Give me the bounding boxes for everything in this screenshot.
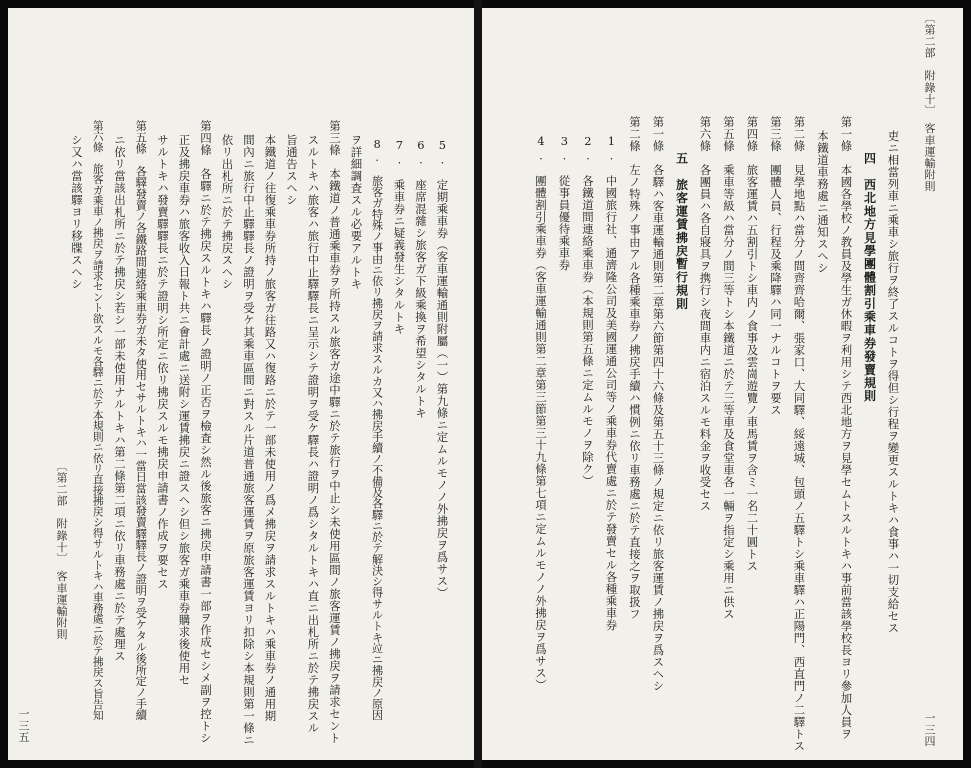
left-page bbox=[8, 8, 474, 760]
section-heading: 五 旅客運賃拂戻暫行規則 bbox=[674, 152, 689, 311]
text-column: 第二條 左ノ特殊ノ事由アル各種乘車券ノ拂戻手續ハ慣例ニ依リ車務處ニ於テ直接之ヲ取扱フ bbox=[627, 116, 642, 620]
text-column: 第三條 團體人員、行程及乘降驛ハ同一ナルコトヲ要ス bbox=[768, 116, 783, 416]
text-column: 正及拂戻車券ハ旅客收入日報ト共ニ會計處ニ送附シ運賃拂戻ニ證スヘシ但シ旅客ガ乘車券購求後使用セ bbox=[177, 134, 192, 686]
text-column: サルトキハ發賣驛驛長ニ於テ證明シ所定ニ依リ拂戻スルモ拂戻申請書ノ作成ヲ要セス bbox=[155, 134, 170, 590]
text-column: 8. 旅客ガ特殊ノ事由ニ依リ拂戻ヲ請求スルカ又ハ拂戻手續ノ不備及各驛ニ於テ解決シ得サルトキ竝ニ拂戻ノ原因 bbox=[370, 138, 384, 721]
text-column: 第四條 旅客運賃ハ五割引トシ車内ノ食事及雲崗遊覽ノ車馬賃ヲ含ミ一名二十圓トス bbox=[745, 116, 760, 572]
text-column: 第四條 各驛ニ於テ拂戻スルトキハ驛長ノ證明ノ正否ヲ檢査シ然ル後旅客ニ拂戻申請書一部ヲ作成セシメ副ヲ控トシ bbox=[198, 120, 213, 744]
left-page-footer: 〔第二部 附錄十〕 客車運輸附則 bbox=[55, 460, 68, 641]
text-column: 第六條 旅客ガ乘車ノ拂戻ヲ請求セント欲スルモ各驛ニ於テ本規則ニ依リ直接拂戻シ得サルトキハ車務處ニ於テ拂戻ス旨告知 bbox=[91, 120, 105, 721]
book-gutter bbox=[474, 0, 482, 768]
text-column: 間內ニ旅行中止驛驛長ノ證明ヲ受ケ其乘車區間ニ對スル片道普通旅客運賃ヲ原旅客運賃ヨリ扣除シ本規則第一條ニ bbox=[241, 134, 256, 746]
text-column: スルトキハ旅客ハ旅行中止驛驛長ニ呈示シテ證明ヲ受ケ驛長ハ證明ノ爲シタルトキハ直ニ出札所ニ於テ拂戻スル bbox=[306, 134, 321, 734]
text-column: 5. 定期乘車券（客車運輸通則附屬（一）第九條ニ定ムルモノノ外拂戻ヲ爲サス） bbox=[435, 138, 450, 600]
text-column: 第二條 見學地點ハ當分ノ間齊齊哈爾、張家口、大同驛、綏遠城、包頭ノ五驛トシ乘車驛ハ正陽門、西直門ノ二驛トス bbox=[792, 116, 807, 752]
text-column: 4. 團體割引乘車券（客車運輸通則第二章第三節第三十九條第七項ニ定ムルモノノ外拂戻ヲ爲サス） bbox=[533, 134, 548, 692]
section-heading: 四 西北地方見學團體割引乘車券發賣規則 bbox=[862, 152, 877, 403]
right-page bbox=[482, 8, 963, 760]
text-column: 第一條 各驛ハ客車運輸通則第二章第六節第四十六條及第五十三條ノ規定ニ依リ旅客運賃ノ拂戻ヲ爲スヘシ bbox=[651, 116, 666, 692]
text-column: 第三條 本鐵道ノ普通乘車券ヲ所持スル旅客ガ途中驛ニ於テ旅行ヲ中止シ未使用區間ノ旅客運賃ノ拂戻ヲ請求セント bbox=[327, 120, 342, 744]
text-column: 旨通告スヘシ bbox=[284, 134, 299, 206]
text-column: ヲ詳細調査スル必要アルトキ bbox=[349, 134, 364, 290]
text-column: 吏ニ相當列車ニ乘車シ旅行ヲ終了スルコトヲ得但シ行程ヲ變更スルトキハ食事ハ一切支給セス bbox=[886, 130, 901, 634]
text-column: 第六條 各團員ハ各自寢具ヲ携行シ夜間車内ニ宿泊スルモ料金ヲ收受セス bbox=[698, 116, 713, 512]
text-column: ニ依リ當該出札所ニ於テ拂戻シ若シ一部未使用ナルトキハ第二條第二項ニ依リ車務處ニ於テ處理ス bbox=[112, 134, 127, 662]
text-column: シ又ハ當該驛ヨリ移牒スヘシ bbox=[69, 134, 84, 290]
text-column: 7. 乘車券ニ疑義發生シタルトキ bbox=[392, 138, 407, 336]
text-column: 第一條 本國各學校ノ教員及學生ガ休暇ヲ利用シテ西北地方ヲ見學セムトスルトキハ事前當該學校長ヨリ參加人員ヲ bbox=[839, 116, 854, 740]
text-column: 6. 座席混雜シ旅客ガ下級乘換ヲ希望シタルトキ bbox=[413, 138, 428, 420]
text-column: 第五條 乘車等級ハ當分ノ間三等トシ本鐵道ニ於テ三等車及食堂車各一輛ヲ指定シ乘用ニ供ス bbox=[721, 116, 736, 620]
right-page-header: 〔第二部 附錄十〕 客車運輸附則 bbox=[923, 12, 936, 193]
text-column: 本鐵道ノ往復乘車券所持ノ旅客ガ往路又ハ復路ニ於テ一部未使用ノ爲メ拂戻ヲ請求スルトキハ乘車券ノ通用期 bbox=[263, 134, 278, 722]
right-page-number: 一三四 bbox=[923, 712, 936, 747]
text-column: 本鐵道車務處ニ通知スヘシ bbox=[815, 130, 830, 274]
text-column: 第五條 各驛發賣ノ各鐵路間連絡乘車券ガ未タ使用セサルトキハ一當日當該發賣驛驛長ノ證明ヲ受ケタル後所定ノ手續 bbox=[134, 120, 149, 721]
text-column: 2. 各鐵道間連絡乘車券（本規則第五條ニ定ムルモノヲ除ク） bbox=[580, 134, 595, 488]
text-column: 1. 中國旅行社、通濟隆公司及美國運通公司等ノ乘車券代賣處ニ於テ發賣セル各種乘車券 bbox=[604, 134, 619, 632]
left-page-number: 一三五 bbox=[17, 708, 30, 743]
text-column: 3. 從事員優待乘車券 bbox=[557, 134, 572, 272]
text-column: 依リ出札所ニ於テ拂戻スヘシ bbox=[220, 134, 235, 290]
